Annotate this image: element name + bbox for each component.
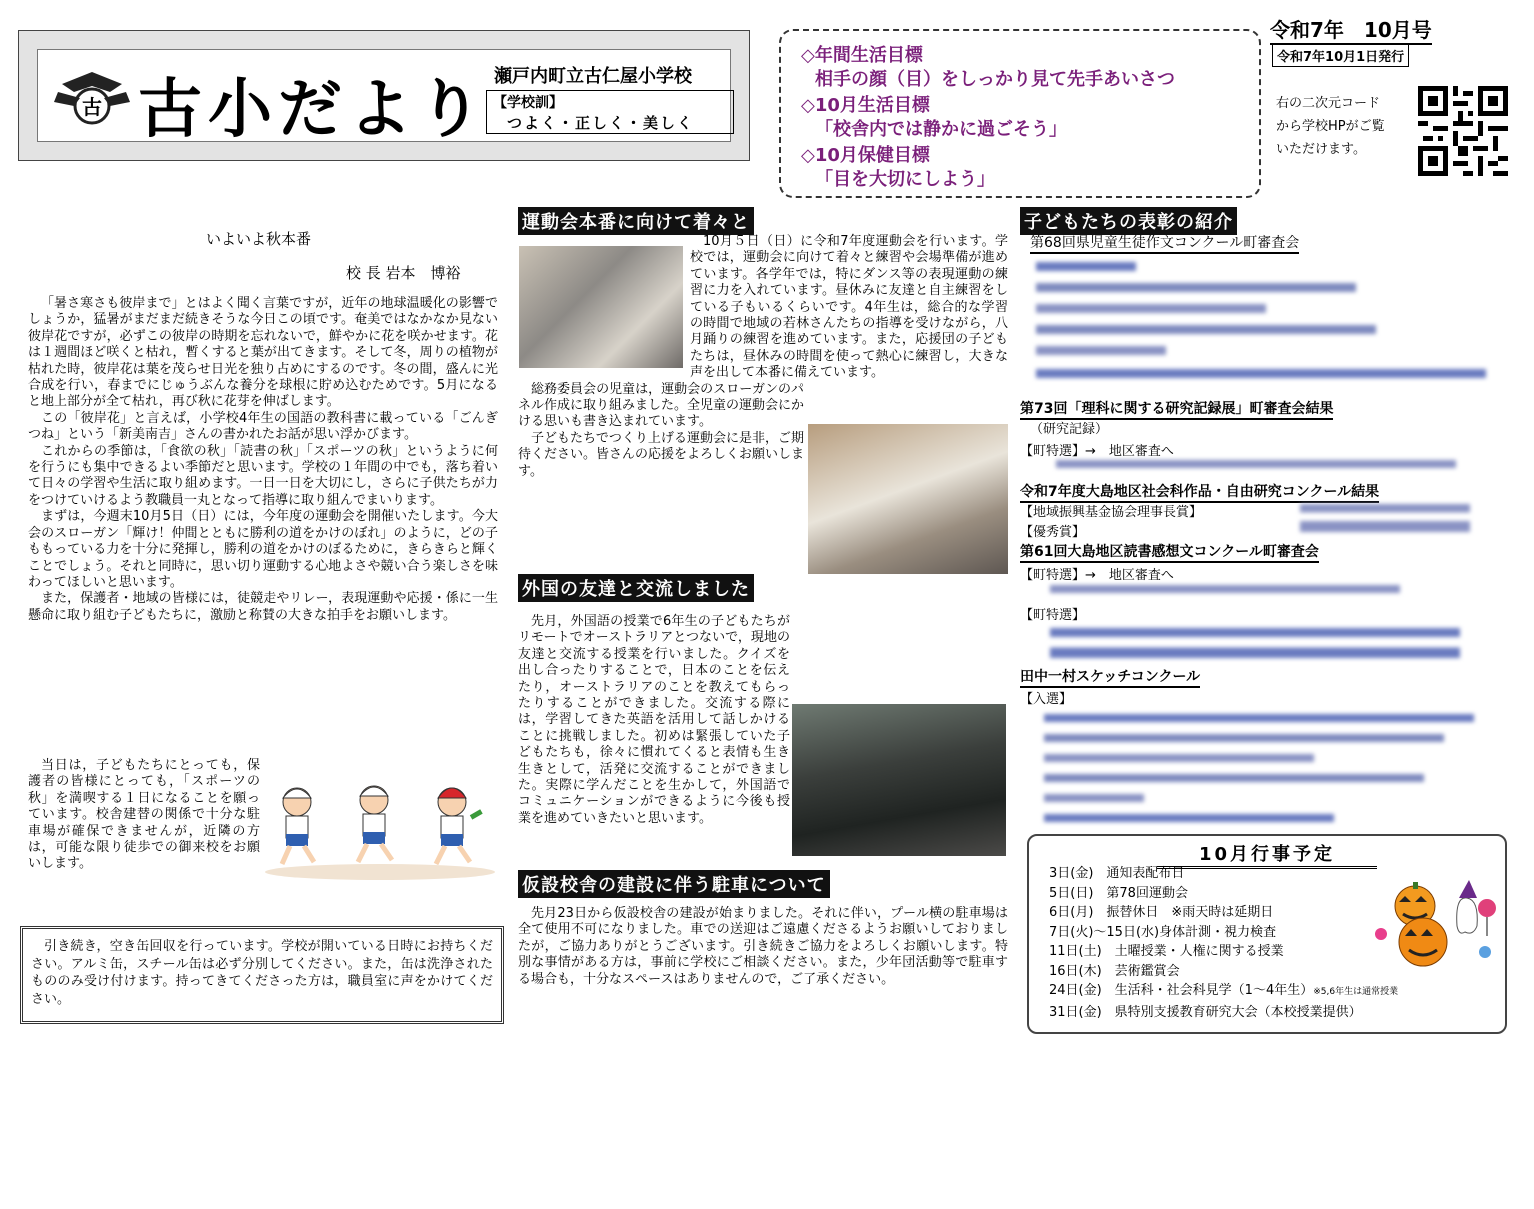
exchange-heading: 外国の友達と交流しました: [518, 574, 754, 602]
event-item: 3日(金) 通知表配布日: [1049, 866, 1185, 881]
award-c5-a: 【入選】: [1020, 692, 1073, 707]
halloween-pumpkin-illustration: [1369, 876, 1499, 968]
award-c4: 第61回大島地区読書感想文コンクール町審査会: [1020, 541, 1319, 563]
events-list: [1049, 864, 1398, 1022]
parking-p1: 先月23日から仮設校舎の建設が始まりました。それに伴い，プール横の駐車場は全て使用不可になりました。車での送迎はご遠慮くださるようお願いしておりましたが，ご協力ありがとうございます。引き続きご協力をよろしくお願いします。特別な事情がある方は，事前に学校にご相談ください。また，少年団活動等で駐車する場合も，十分なスペースはありませんので，ご了承ください。: [518, 906, 1008, 987]
event-note: ※5,6年生は通常授業: [1313, 987, 1399, 997]
award-c2-line: 【町特選】→ 地区審査へ: [1020, 444, 1174, 459]
school-emblem-icon: [52, 62, 132, 132]
sports-p2: 総務委員会の児童は，運動会のスローガンのパネル作成に取り組みました。全児童の運動会にかける思いも書き込まれています。: [518, 381, 805, 430]
principal-p2: この「彼岸花」と言えば，小学校4年生の国語の教科書に載っている「ごんぎつね」という「新美南吉」さんの書かれたお話が思い浮かびます。: [28, 410, 498, 443]
principal-p6-text: 当日は，子どもたちにとっても，保護者の皆様にとっても，「スポーツの秋」を満喫する１日になることを願っています。校舎建替の関係で十分な駐車場が確保できませんが，近隣の方は，可能な限り徒歩での御来校をお願いします。: [28, 758, 260, 872]
award-c4-a-names-redacted: [1050, 585, 1400, 593]
award-c5-names-redacted: [1044, 710, 1484, 816]
running-children-illustration: [262, 772, 498, 884]
goals-box: [779, 29, 1261, 198]
newsletter-title: 古小だより: [138, 72, 488, 147]
monthly-goal: 「校舎内では静かに過ごそう」: [815, 119, 1067, 140]
principal-p3: これからの季節は，「食欲の秋」「読書の秋」「スポーツの秋」というように何を行うにも集中できるよい季節だと思います。学校の１年間の中でも，落ち着いて日々の学習や生活に取り組めます。一日一日を大切にし，さらに子供たちが力をつけていけるよう教職員一丸となって指導に取り組んでまいります。: [28, 443, 498, 508]
masthead: [18, 30, 750, 161]
award-c3: 令和7年度大島地区社会科作品・自由研究コンクール結果: [1020, 481, 1379, 503]
award-c3-names-redacted: [1300, 504, 1470, 532]
sports-p1: 10月５日（日）に令和7年度運動会を行います。学校では，運動会に向けて着々と練習や会場準備が進めています。各学年では，特にダンス等の表現運動の練習に力を入れています。昼休みに友達と自主練習をしている子もいるくらいです。4年生は，総合的な学習の時間で地域の若林さんたちの指導を受けながら，八月踊りの練習を進めています。また，応援団の子どもたちは，昼休みの時間を使って熱心に練習し，大きな声を出して本番に備えています。: [690, 234, 1008, 381]
event-item: 7日(火)～15日(水)身体計測・視力検査: [1049, 924, 1277, 940]
principal-title: いよいよ秋本番: [206, 230, 312, 248]
svg-text:古: 古: [82, 95, 102, 119]
cans-notice-text: [31, 938, 493, 1008]
award-c2-sub: （研究記録）: [1030, 422, 1109, 437]
health-goal-label: ◇10月保健目標: [801, 145, 930, 166]
events-box: [1027, 834, 1507, 1034]
remote-class-photo: [792, 704, 1006, 856]
event-item-text: 24日(金) 生活科・社会科見学（1～4年生）: [1049, 983, 1314, 998]
sports-p3: 子どもたちでつくり上げる運動会に是非，ご期待ください。皆さんの応援をよろしくお願いします。: [518, 430, 805, 479]
event-item: [1049, 981, 1398, 1003]
motto-text: つよく・正しく・美しく: [507, 114, 695, 132]
health-goal: 「目を大切にしよう」: [815, 169, 995, 190]
parking-article: [518, 906, 1008, 988]
parking-heading: 仮設校舎の建設に伴う駐車について: [518, 870, 830, 898]
principal-author: 校 長 岩本 博裕: [346, 264, 461, 282]
qr-code-icon[interactable]: [1418, 86, 1508, 176]
monthly-goal-label: ◇10月生活目標: [801, 95, 930, 116]
award-c1-names-redacted: [1036, 258, 1496, 388]
motto-label: 【学校訓】: [493, 95, 563, 111]
slogan-panel-photo: [808, 424, 1008, 574]
event-item: 31日(金) 県特別支援教育研究大会（本校授業提供）: [1049, 1004, 1362, 1020]
award-c2-names-redacted: [1056, 460, 1456, 468]
award-c3-b: 【優秀賞】: [1020, 525, 1086, 540]
principal-p5: また，保護者・地域の皆様には，徒競走やリレー，表現運動や応援・係に一生懸命に取り組む子どもたちに，激励と称賛の大きな拍手をお願いします。: [28, 591, 498, 623]
principal-p4: まずは，今週末10月5日（日）には，今年度の運動会を開催いたします。今大会のスローガン「輝け！仲間とともに勝利の道をかけのぼれ」のように，どの子ももっている力を十分に発揮し，勝利の道をかけのぼるために，きらきらと輝くことでしょう。それと同時に，思い切り運動する心地よさや競い合う楽しさを味わってほしいと思います。: [28, 509, 498, 590]
event-item: 5日(日) 第78回運動会: [1049, 885, 1188, 901]
event-item: 6日(月) 振替休日 ※雨天時は延期日: [1049, 905, 1274, 920]
issue-date: 令和7年10月1日発行: [1272, 44, 1409, 67]
event-item: 11日(土) 土曜授業・人権に関する授業: [1049, 944, 1284, 959]
award-c4-b: 【町特選】: [1020, 608, 1086, 623]
award-c4-a: 【町特選】→ 地区審査へ: [1020, 568, 1174, 583]
principal-p1: 「暑さ寒さも彼岸まで」とはよく聞く言葉ですが，近年の地球温暖化の影響でしょうか，猛暑がまだまだ続きそうな今日この頃です。奄美ではなかなか見ない彼岸花ですが，必ずこの彼岸の時期を忘れないで，鮮やかに花を咲かせます。花は１週間ほど咲くと枯れ，暫くすると葉が出てきます。そして冬，周りの植物が枯れた時，彼岸花は葉を茂らせ日光を独り占めにするのです。冬の間，盛んに光合成を行い，春までにじゅうぶんな養分を球根に貯め込むためです。5月になると地上部分が全て枯れ，再び秋に花芽を伸ばします。: [28, 296, 498, 410]
sports-heading: 運動会本番に向けて着々と: [518, 207, 754, 235]
principal-p6: [28, 758, 260, 873]
award-c1: 第68回県児童生徒作文コンクール町審査会: [1030, 232, 1299, 254]
school-name: 瀬戸内町立古仁屋小学校: [494, 66, 692, 87]
award-c5: 田中一村スケッチコンクール: [1020, 666, 1200, 688]
award-c4-b-names-redacted: [1050, 628, 1460, 658]
principal-article: [28, 296, 498, 624]
cans-notice-box: [20, 926, 504, 1024]
issue-number: 令和7年 10月号: [1270, 14, 1432, 45]
annual-goal-label: ◇年間生活目標: [801, 45, 923, 66]
motto-box: [486, 90, 734, 134]
exchange-p1: 先月，外国語の授業で6年生の子どもたちがリモートでオーストラリアとつないで，現地の友達と交流する授業を行いました。クイズを出し合ったりすることで，日本のことを伝えたり，オーストラリアのことを教えてもらったりすることができました。交流する際には，学習してきた英語を活用して話しかけることに挑戦しました。初めは緊張していた子どもたちも，徐々に慣れてくると表情も生き生きとして，活発に交流することができました。実際に学んだことを生かして，外国語でコミュニケーションができるように今後も授業を進めていきたいと思います。: [518, 614, 790, 826]
award-c2: 第73回「理科に関する研究記録展」町審査会結果: [1020, 398, 1333, 420]
qr-caption: 右の二次元コードから学校HPがご覧いただけます。: [1276, 96, 1385, 157]
award-c3-a: 【地域振興基金協会理事長賞】: [1020, 505, 1203, 520]
event-item: 16日(木) 芸術鑑賞会: [1049, 963, 1180, 979]
photo-spacer: [518, 234, 690, 368]
cans-notice: 引き続き，空き缶回収を行っています。学校が開いている日時にお持ちください。アルミ缶，スチール缶は必ず分別してください。また，缶は洗浄されたもののみ受け付けます。持ってきてくださった方は，職員室に声をかけてください。: [31, 939, 493, 1007]
masthead-inner: [37, 49, 731, 147]
annual-goal: 相手の顔（目）をしっかり見て先手あいさつ: [815, 69, 1175, 90]
awards-heading: 子どもたちの表彰の紹介: [1020, 207, 1237, 235]
events-heading: 10月行事予定: [1157, 840, 1377, 869]
